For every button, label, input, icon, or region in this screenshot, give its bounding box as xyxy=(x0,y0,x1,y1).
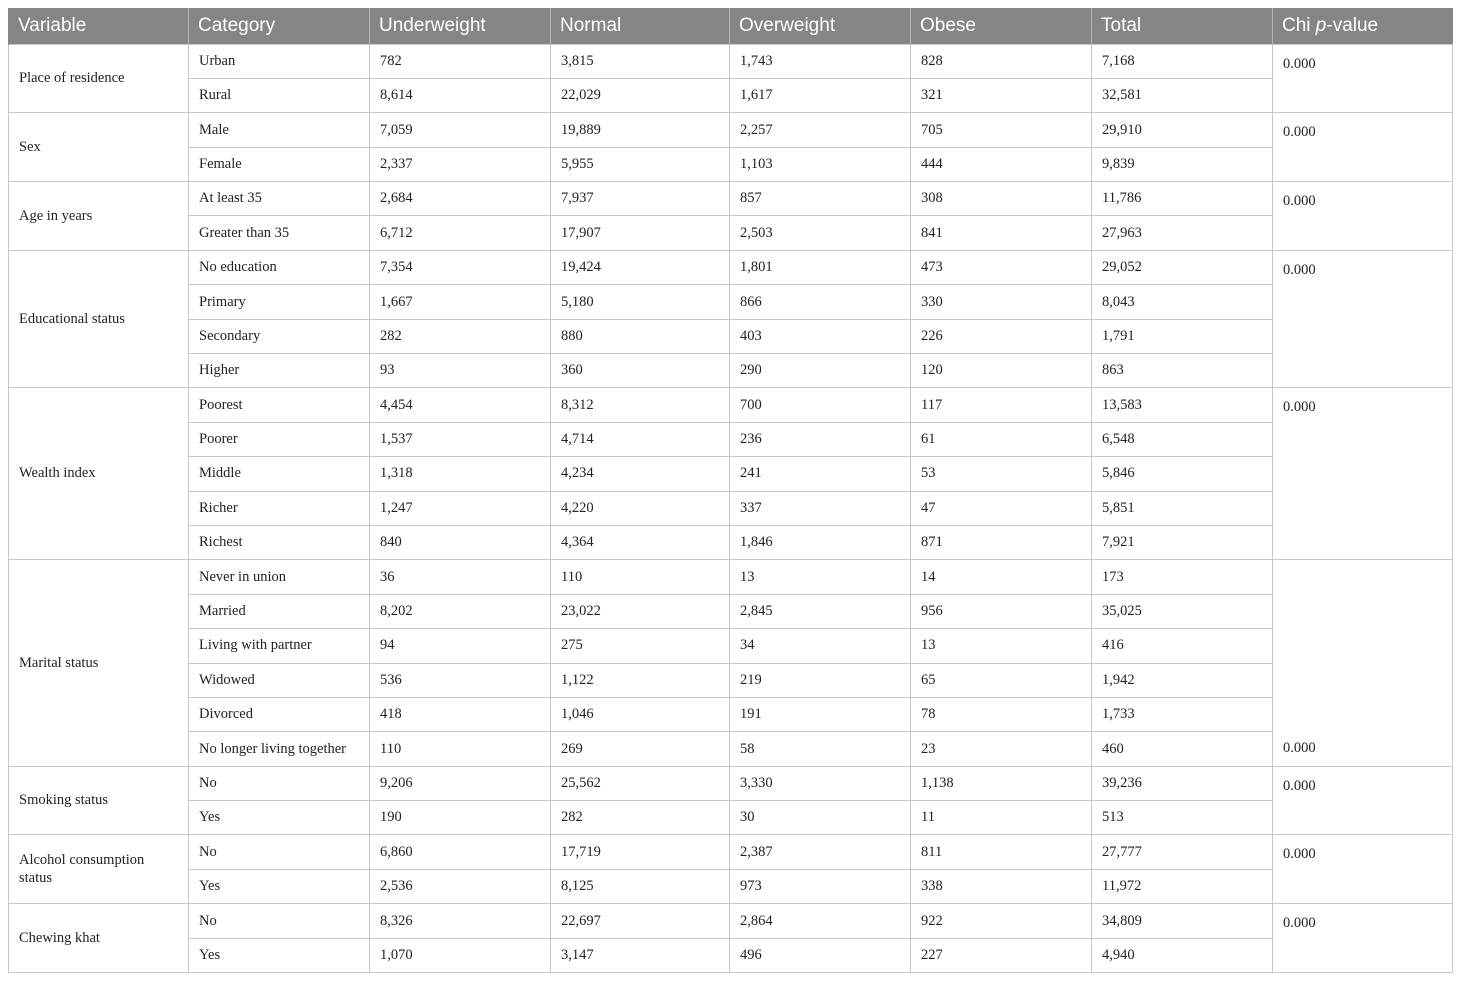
overweight-cell: 2,503 xyxy=(730,216,911,250)
underweight-cell: 1,537 xyxy=(370,422,551,456)
normal-cell: 880 xyxy=(551,319,730,353)
normal-cell: 275 xyxy=(551,629,730,663)
underweight-cell: 8,326 xyxy=(370,904,551,938)
category-cell: Yes xyxy=(189,938,370,972)
category-cell: Higher xyxy=(189,354,370,388)
table-row xyxy=(9,285,1453,319)
table-row xyxy=(9,78,1453,112)
underweight-cell: 536 xyxy=(370,663,551,697)
underweight-cell: 7,354 xyxy=(370,250,551,284)
p-value-cell: 0.000 xyxy=(1273,182,1453,251)
table-row xyxy=(9,457,1453,491)
normal-cell: 22,029 xyxy=(551,78,730,112)
table-row xyxy=(9,560,1453,594)
obese-cell: 444 xyxy=(911,147,1092,181)
total-cell: 513 xyxy=(1092,801,1273,835)
table-row xyxy=(9,904,1453,938)
overweight-cell: 2,864 xyxy=(730,904,911,938)
header-obese: Obese xyxy=(911,8,1092,44)
variable-cell: Wealth index xyxy=(9,388,189,560)
category-cell: Divorced xyxy=(189,697,370,731)
obese-cell: 11 xyxy=(911,801,1092,835)
category-cell: Poorer xyxy=(189,422,370,456)
header-total: Total xyxy=(1092,8,1273,44)
category-cell: Widowed xyxy=(189,663,370,697)
category-cell: Middle xyxy=(189,457,370,491)
header-chi-p-value xyxy=(1273,8,1453,44)
variable-cell: Smoking status xyxy=(9,766,189,835)
p-value-cell: 0.000 xyxy=(1273,835,1453,904)
underweight-cell: 1,667 xyxy=(370,285,551,319)
variable-cell: Chewing khat xyxy=(9,904,189,973)
normal-cell: 19,424 xyxy=(551,250,730,284)
underweight-cell: 9,206 xyxy=(370,766,551,800)
table-row xyxy=(9,869,1453,903)
total-cell: 27,963 xyxy=(1092,216,1273,250)
table-row xyxy=(9,388,1453,422)
category-cell: Secondary xyxy=(189,319,370,353)
total-cell: 11,972 xyxy=(1092,869,1273,903)
normal-cell: 1,122 xyxy=(551,663,730,697)
normal-cell: 282 xyxy=(551,801,730,835)
normal-cell: 23,022 xyxy=(551,594,730,628)
total-cell: 9,839 xyxy=(1092,147,1273,181)
total-cell: 27,777 xyxy=(1092,835,1273,869)
normal-cell: 4,364 xyxy=(551,525,730,559)
normal-cell: 269 xyxy=(551,732,730,766)
underweight-cell: 6,712 xyxy=(370,216,551,250)
table-row xyxy=(9,594,1453,628)
total-cell: 1,791 xyxy=(1092,319,1273,353)
normal-cell: 17,907 xyxy=(551,216,730,250)
p-value-cell: 0.000 xyxy=(1273,250,1453,388)
underweight-cell: 2,337 xyxy=(370,147,551,181)
category-cell: Urban xyxy=(189,44,370,78)
p-value-cell: 0.000 xyxy=(1273,44,1453,113)
p-value-cell: 0.000 xyxy=(1273,904,1453,973)
header-variable: Variable xyxy=(9,8,189,44)
normal-cell: 3,147 xyxy=(551,938,730,972)
table-row xyxy=(9,147,1453,181)
obese-cell: 705 xyxy=(911,113,1092,147)
obese-cell: 78 xyxy=(911,697,1092,731)
total-cell: 35,025 xyxy=(1092,594,1273,628)
overweight-cell: 219 xyxy=(730,663,911,697)
obese-cell: 47 xyxy=(911,491,1092,525)
normal-cell: 360 xyxy=(551,354,730,388)
overweight-cell: 30 xyxy=(730,801,911,835)
overweight-cell: 496 xyxy=(730,938,911,972)
p-value-cell: 0.000 xyxy=(1273,113,1453,182)
total-cell: 34,809 xyxy=(1092,904,1273,938)
obese-cell: 338 xyxy=(911,869,1092,903)
table-row xyxy=(9,182,1453,216)
category-cell: At least 35 xyxy=(189,182,370,216)
table-row xyxy=(9,44,1453,78)
overweight-cell: 337 xyxy=(730,491,911,525)
table-row xyxy=(9,422,1453,456)
total-cell: 13,583 xyxy=(1092,388,1273,422)
normal-cell: 4,220 xyxy=(551,491,730,525)
underweight-cell: 1,070 xyxy=(370,938,551,972)
overweight-cell: 1,846 xyxy=(730,525,911,559)
total-cell: 11,786 xyxy=(1092,182,1273,216)
normal-cell: 5,955 xyxy=(551,147,730,181)
variable-cell: Age in years xyxy=(9,182,189,251)
variable-cell: Alcohol consumption status xyxy=(9,835,189,904)
table-body xyxy=(9,44,1453,973)
table-row xyxy=(9,663,1453,697)
underweight-cell: 4,454 xyxy=(370,388,551,422)
total-cell: 416 xyxy=(1092,629,1273,663)
total-cell: 7,168 xyxy=(1092,44,1273,78)
total-cell: 863 xyxy=(1092,354,1273,388)
overweight-cell: 191 xyxy=(730,697,911,731)
obese-cell: 321 xyxy=(911,78,1092,112)
overweight-cell: 1,743 xyxy=(730,44,911,78)
overweight-cell: 403 xyxy=(730,319,911,353)
category-cell: Richer xyxy=(189,491,370,525)
normal-cell: 4,714 xyxy=(551,422,730,456)
header-chi-prefix: Chi xyxy=(1282,14,1316,36)
category-cell: Female xyxy=(189,147,370,181)
p-value-cell: 0.000 xyxy=(1273,388,1453,560)
overweight-cell: 2,845 xyxy=(730,594,911,628)
obese-cell: 23 xyxy=(911,732,1092,766)
underweight-cell: 418 xyxy=(370,697,551,731)
total-cell: 1,733 xyxy=(1092,697,1273,731)
overweight-cell: 3,330 xyxy=(730,766,911,800)
normal-cell: 8,125 xyxy=(551,869,730,903)
total-cell: 39,236 xyxy=(1092,766,1273,800)
underweight-cell: 8,202 xyxy=(370,594,551,628)
table-row xyxy=(9,801,1453,835)
category-cell: Living with partner xyxy=(189,629,370,663)
overweight-cell: 1,103 xyxy=(730,147,911,181)
obese-cell: 65 xyxy=(911,663,1092,697)
overweight-cell: 857 xyxy=(730,182,911,216)
category-cell: Male xyxy=(189,113,370,147)
overweight-cell: 241 xyxy=(730,457,911,491)
p-value-cell: 0.000 xyxy=(1273,766,1453,835)
category-cell: Richest xyxy=(189,525,370,559)
header-normal: Normal xyxy=(551,8,730,44)
obese-cell: 841 xyxy=(911,216,1092,250)
underweight-cell: 1,247 xyxy=(370,491,551,525)
underweight-cell: 282 xyxy=(370,319,551,353)
header-chi-italic: p xyxy=(1315,14,1327,36)
header-row xyxy=(9,8,1453,44)
variable-cell: Place of residence xyxy=(9,44,189,113)
variable-cell: Marital status xyxy=(9,560,189,766)
normal-cell: 17,719 xyxy=(551,835,730,869)
obese-cell: 308 xyxy=(911,182,1092,216)
category-cell: No xyxy=(189,766,370,800)
obese-cell: 330 xyxy=(911,285,1092,319)
normal-cell: 7,937 xyxy=(551,182,730,216)
table-container xyxy=(8,8,1452,973)
obese-cell: 811 xyxy=(911,835,1092,869)
table-row xyxy=(9,525,1453,559)
obese-cell: 1,138 xyxy=(911,766,1092,800)
header-underweight: Underweight xyxy=(370,8,551,44)
overweight-cell: 973 xyxy=(730,869,911,903)
total-cell: 8,043 xyxy=(1092,285,1273,319)
header-chi-suffix: -value xyxy=(1326,14,1379,36)
obese-cell: 61 xyxy=(911,422,1092,456)
total-cell: 4,940 xyxy=(1092,938,1273,972)
table-row xyxy=(9,732,1453,766)
overweight-cell: 2,257 xyxy=(730,113,911,147)
category-cell: Rural xyxy=(189,78,370,112)
total-cell: 1,942 xyxy=(1092,663,1273,697)
category-cell: No longer living together xyxy=(189,732,370,766)
underweight-cell: 7,059 xyxy=(370,113,551,147)
overweight-cell: 2,387 xyxy=(730,835,911,869)
obese-cell: 922 xyxy=(911,904,1092,938)
underweight-cell: 93 xyxy=(370,354,551,388)
table-row xyxy=(9,697,1453,731)
category-cell: Yes xyxy=(189,801,370,835)
table-row xyxy=(9,113,1453,147)
obese-cell: 227 xyxy=(911,938,1092,972)
normal-cell: 8,312 xyxy=(551,388,730,422)
table-header xyxy=(9,8,1453,44)
underweight-cell: 6,860 xyxy=(370,835,551,869)
normal-cell: 1,046 xyxy=(551,697,730,731)
category-cell: Never in union xyxy=(189,560,370,594)
bmi-crosstab-table xyxy=(8,8,1453,973)
category-cell: No xyxy=(189,835,370,869)
normal-cell: 4,234 xyxy=(551,457,730,491)
total-cell: 29,910 xyxy=(1092,113,1273,147)
overweight-cell: 290 xyxy=(730,354,911,388)
underweight-cell: 840 xyxy=(370,525,551,559)
obese-cell: 14 xyxy=(911,560,1092,594)
obese-cell: 871 xyxy=(911,525,1092,559)
normal-cell: 3,815 xyxy=(551,44,730,78)
underweight-cell: 110 xyxy=(370,732,551,766)
normal-cell: 22,697 xyxy=(551,904,730,938)
normal-cell: 25,562 xyxy=(551,766,730,800)
table-row xyxy=(9,491,1453,525)
total-cell: 5,846 xyxy=(1092,457,1273,491)
underweight-cell: 94 xyxy=(370,629,551,663)
total-cell: 5,851 xyxy=(1092,491,1273,525)
table-row xyxy=(9,938,1453,972)
total-cell: 32,581 xyxy=(1092,78,1273,112)
underweight-cell: 782 xyxy=(370,44,551,78)
total-cell: 29,052 xyxy=(1092,250,1273,284)
overweight-cell: 700 xyxy=(730,388,911,422)
table-row xyxy=(9,629,1453,663)
table-row xyxy=(9,766,1453,800)
overweight-cell: 13 xyxy=(730,560,911,594)
category-cell: Greater than 35 xyxy=(189,216,370,250)
underweight-cell: 8,614 xyxy=(370,78,551,112)
normal-cell: 5,180 xyxy=(551,285,730,319)
underweight-cell: 36 xyxy=(370,560,551,594)
overweight-cell: 236 xyxy=(730,422,911,456)
overweight-cell: 34 xyxy=(730,629,911,663)
overweight-cell: 1,801 xyxy=(730,250,911,284)
obese-cell: 473 xyxy=(911,250,1092,284)
category-cell: Poorest xyxy=(189,388,370,422)
table-row xyxy=(9,835,1453,869)
total-cell: 460 xyxy=(1092,732,1273,766)
obese-cell: 226 xyxy=(911,319,1092,353)
category-cell: Primary xyxy=(189,285,370,319)
category-cell: Yes xyxy=(189,869,370,903)
header-overweight: Overweight xyxy=(730,8,911,44)
total-cell: 173 xyxy=(1092,560,1273,594)
table-row xyxy=(9,319,1453,353)
obese-cell: 120 xyxy=(911,354,1092,388)
underweight-cell: 1,318 xyxy=(370,457,551,491)
total-cell: 7,921 xyxy=(1092,525,1273,559)
underweight-cell: 190 xyxy=(370,801,551,835)
obese-cell: 53 xyxy=(911,457,1092,491)
normal-cell: 19,889 xyxy=(551,113,730,147)
overweight-cell: 866 xyxy=(730,285,911,319)
overweight-cell: 1,617 xyxy=(730,78,911,112)
table-row xyxy=(9,354,1453,388)
normal-cell: 110 xyxy=(551,560,730,594)
underweight-cell: 2,536 xyxy=(370,869,551,903)
header-category: Category xyxy=(189,8,370,44)
obese-cell: 13 xyxy=(911,629,1092,663)
category-cell: No xyxy=(189,904,370,938)
variable-cell: Educational status xyxy=(9,250,189,388)
underweight-cell: 2,684 xyxy=(370,182,551,216)
table-row xyxy=(9,250,1453,284)
p-value-cell: 0.000 xyxy=(1273,560,1453,766)
table-row xyxy=(9,216,1453,250)
overweight-cell: 58 xyxy=(730,732,911,766)
category-cell: No education xyxy=(189,250,370,284)
obese-cell: 117 xyxy=(911,388,1092,422)
total-cell: 6,548 xyxy=(1092,422,1273,456)
obese-cell: 956 xyxy=(911,594,1092,628)
category-cell: Married xyxy=(189,594,370,628)
variable-cell: Sex xyxy=(9,113,189,182)
obese-cell: 828 xyxy=(911,44,1092,78)
